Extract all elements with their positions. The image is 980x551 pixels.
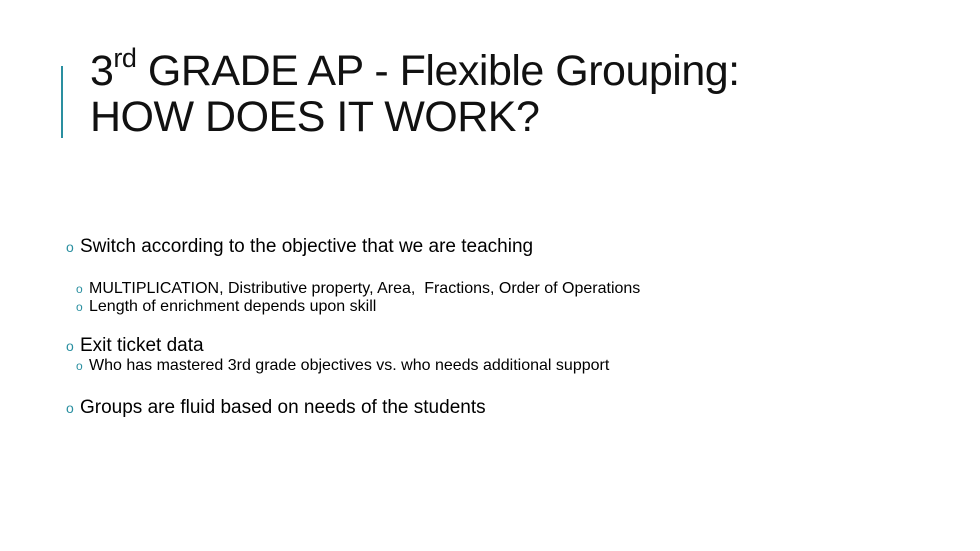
bullet-circle-icon: o: [66, 239, 74, 255]
sub-bullet-item: [66, 298, 946, 316]
title-accent-bar: [61, 66, 63, 138]
title-line-1-text: GRADE AP - Flexible Grouping:: [136, 47, 740, 95]
bullet-item: [66, 236, 946, 258]
bullet-item: [66, 397, 946, 419]
sub-bullet-item: [66, 357, 946, 375]
bullet-text: Groups are fluid based on needs of the students: [80, 397, 486, 418]
bullet-text: Switch according to the objective that we are teaching: [80, 236, 534, 257]
title-grade-suffix: rd: [113, 43, 137, 73]
bullet-list: [66, 236, 946, 419]
sub-bullet-text: MULTIPLICATION, Distributive property, Area, Fractions, Order of Operations: [89, 280, 641, 297]
bullet-text: Exit ticket data: [80, 335, 204, 356]
sub-bullet-text: Length of enrichment depends upon skill: [89, 298, 377, 315]
bullet-circle-icon: o: [66, 338, 74, 354]
slide-title: [90, 43, 950, 141]
bullet-circle-icon: o: [66, 400, 74, 416]
bullet-item: [66, 335, 946, 357]
sub-bullet-circle-icon: o: [76, 282, 83, 296]
title-line-1: [90, 43, 950, 95]
sub-bullet-circle-icon: o: [76, 300, 83, 314]
sub-bullet-text: Who has mastered 3rd grade objectives vs. who needs additional support: [89, 357, 610, 374]
title-line-2: HOW DOES IT WORK?: [90, 93, 540, 141]
sub-bullet-item: [66, 280, 946, 298]
sub-bullet-circle-icon: o: [76, 359, 83, 373]
title-grade-number: 3: [90, 47, 114, 95]
